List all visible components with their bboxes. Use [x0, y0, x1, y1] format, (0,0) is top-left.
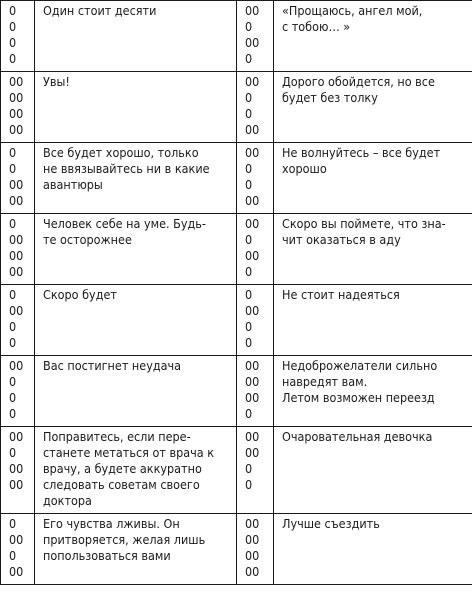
left-text-cell: [35, 285, 237, 356]
right-text-cell: [274, 72, 472, 143]
right-code-cell: [237, 72, 274, 143]
text-line: не ввязывайтесь ни в какие: [43, 161, 210, 176]
code-line: 0: [9, 516, 17, 531]
left-code-cell: [1, 427, 35, 514]
right-text-cell: [274, 514, 472, 585]
code-line: 0: [9, 445, 17, 460]
code-line: 0: [9, 3, 17, 18]
code-line: 00: [245, 445, 260, 460]
code-line: 0: [245, 106, 253, 121]
table-row: [1, 214, 472, 285]
code-line: 0: [245, 406, 253, 421]
text-line: Летом возможен переезд: [282, 390, 435, 405]
text-line: чит оказаться в аду: [282, 232, 401, 247]
text-line: с тобою… »: [282, 19, 351, 34]
code-line: 00: [245, 390, 260, 405]
code-line: 0: [245, 335, 253, 350]
code-line: 00: [9, 461, 24, 476]
left-text-cell: [35, 72, 237, 143]
right-text-cell: [274, 214, 472, 285]
text-line: Увы!: [43, 74, 70, 89]
code-line: 0: [245, 477, 253, 492]
code-line: 0: [245, 232, 253, 247]
left-code-cell: [1, 356, 35, 427]
code-line: 0: [9, 374, 17, 389]
text-line: Его чувства лживы. Он: [43, 516, 180, 531]
code-line: 00: [245, 122, 260, 137]
text-line: Поправитесь, если пере-: [43, 429, 191, 444]
text-line: Очаровательная девочка: [282, 429, 433, 444]
text-line: «Прощаюсь, ангел мой,: [282, 3, 423, 18]
text-line: Не стоит надеяться: [282, 287, 400, 302]
code-line: 0: [9, 161, 17, 176]
text-line: попользоваться вами: [43, 548, 171, 563]
fortune-table-body: [1, 1, 472, 585]
code-line: 0: [9, 406, 17, 421]
code-line: 0: [9, 51, 17, 66]
code-line: 00: [9, 106, 24, 121]
code-line: 00: [245, 358, 260, 373]
text-line: станете метаться от врача к: [43, 445, 215, 460]
right-code-cell: [237, 143, 274, 214]
table-row: [1, 285, 472, 356]
code-line: 0: [245, 177, 253, 192]
code-line: 00: [9, 90, 24, 105]
right-code-cell: [237, 427, 274, 514]
code-line: 00: [245, 303, 260, 318]
code-line: 00: [9, 248, 24, 263]
code-line: 00: [245, 548, 260, 563]
right-code-cell: [237, 285, 274, 356]
table-row: [1, 1, 472, 72]
left-text-cell: [35, 356, 237, 427]
text-line: Один стоит десяти: [43, 3, 157, 18]
code-line: 0: [245, 319, 253, 334]
table-row: [1, 72, 472, 143]
text-line: притворяется, желая лишь: [43, 532, 206, 547]
text-line: Вас постигнет неудача: [43, 358, 182, 373]
code-line: 0: [9, 319, 17, 334]
text-line: следовать советам своего: [43, 477, 200, 492]
code-line: 00: [9, 232, 24, 247]
left-text-cell: [35, 514, 237, 585]
code-line: 0: [245, 161, 253, 176]
code-line: 00: [245, 516, 260, 531]
code-line: 00: [9, 177, 24, 192]
code-line: 00: [9, 358, 24, 373]
left-code-cell: [1, 285, 35, 356]
right-text-cell: [274, 427, 472, 514]
code-line: 00: [245, 193, 260, 208]
right-code-cell: [237, 356, 274, 427]
code-line: 0: [9, 287, 17, 302]
code-line: 00: [9, 429, 24, 444]
code-line: 0: [245, 19, 253, 34]
right-text-cell: [274, 285, 472, 356]
text-line: те осторожнее: [43, 232, 132, 247]
right-text-cell: [274, 1, 472, 72]
text-line: врачу, а будете аккуратно: [43, 461, 202, 476]
code-line: 00: [9, 477, 24, 492]
code-line: 00: [9, 564, 24, 579]
left-text-cell: [35, 143, 237, 214]
left-code-cell: [1, 143, 35, 214]
code-line: 00: [9, 264, 24, 279]
code-line: 0: [9, 548, 17, 563]
right-code-cell: [237, 1, 274, 72]
text-line: Человек себе на уме. Будь-: [43, 216, 206, 231]
right-code-cell: [237, 214, 274, 285]
code-line: 00: [245, 564, 260, 579]
code-line: 0: [245, 287, 253, 302]
code-line: 00: [245, 429, 260, 444]
code-line: 00: [245, 216, 260, 231]
text-line: Лучше съездить: [282, 516, 380, 531]
text-line: Все будет хорошо, только: [43, 145, 199, 160]
text-line: хорошо: [282, 161, 327, 176]
table-row: [1, 143, 472, 214]
code-line: 0: [245, 461, 253, 476]
left-text-cell: [35, 427, 237, 514]
code-line: 0: [245, 90, 253, 105]
code-line: 00: [9, 193, 24, 208]
left-text-cell: [35, 1, 237, 72]
code-line: 00: [245, 374, 260, 389]
code-line: 00: [245, 145, 260, 160]
code-line: 00: [245, 74, 260, 89]
text-line: навредят вам.: [282, 374, 368, 389]
right-code-cell: [237, 514, 274, 585]
code-line: 0: [9, 390, 17, 405]
table-row: [1, 427, 472, 514]
code-line: 00: [245, 3, 260, 18]
table-row: [1, 356, 472, 427]
text-line: будет без толку: [282, 90, 378, 105]
text-line: Скоро вы поймете, что зна-: [282, 216, 446, 231]
table-row: [1, 514, 472, 585]
left-code-cell: [1, 72, 35, 143]
left-code-cell: [1, 514, 35, 585]
code-line: 00: [9, 303, 24, 318]
text-line: Недоброжелатели сильно: [282, 358, 438, 373]
text-line: Дорого обойдется, но все: [282, 74, 435, 89]
code-line: 0: [9, 35, 17, 50]
code-line: 0: [9, 19, 17, 34]
text-line: Скоро будет: [43, 287, 117, 302]
code-line: 00: [245, 532, 260, 547]
code-line: 00: [9, 532, 24, 547]
left-code-cell: [1, 214, 35, 285]
code-line: 0: [9, 216, 17, 231]
left-code-cell: [1, 1, 35, 72]
text-line: доктора: [43, 493, 92, 508]
right-text-cell: [274, 143, 472, 214]
code-line: 00: [245, 248, 260, 263]
code-line: 0: [245, 264, 253, 279]
right-text-cell: [274, 356, 472, 427]
text-line: авантюры: [43, 177, 103, 192]
text-line: Не волнуйтесь – все будет: [282, 145, 441, 160]
code-line: 00: [245, 35, 260, 50]
code-line: 0: [9, 145, 17, 160]
code-line: 0: [245, 51, 253, 66]
left-text-cell: [35, 214, 237, 285]
code-line: 00: [9, 122, 24, 137]
code-line: 0: [9, 335, 17, 350]
code-line: 00: [9, 74, 24, 89]
